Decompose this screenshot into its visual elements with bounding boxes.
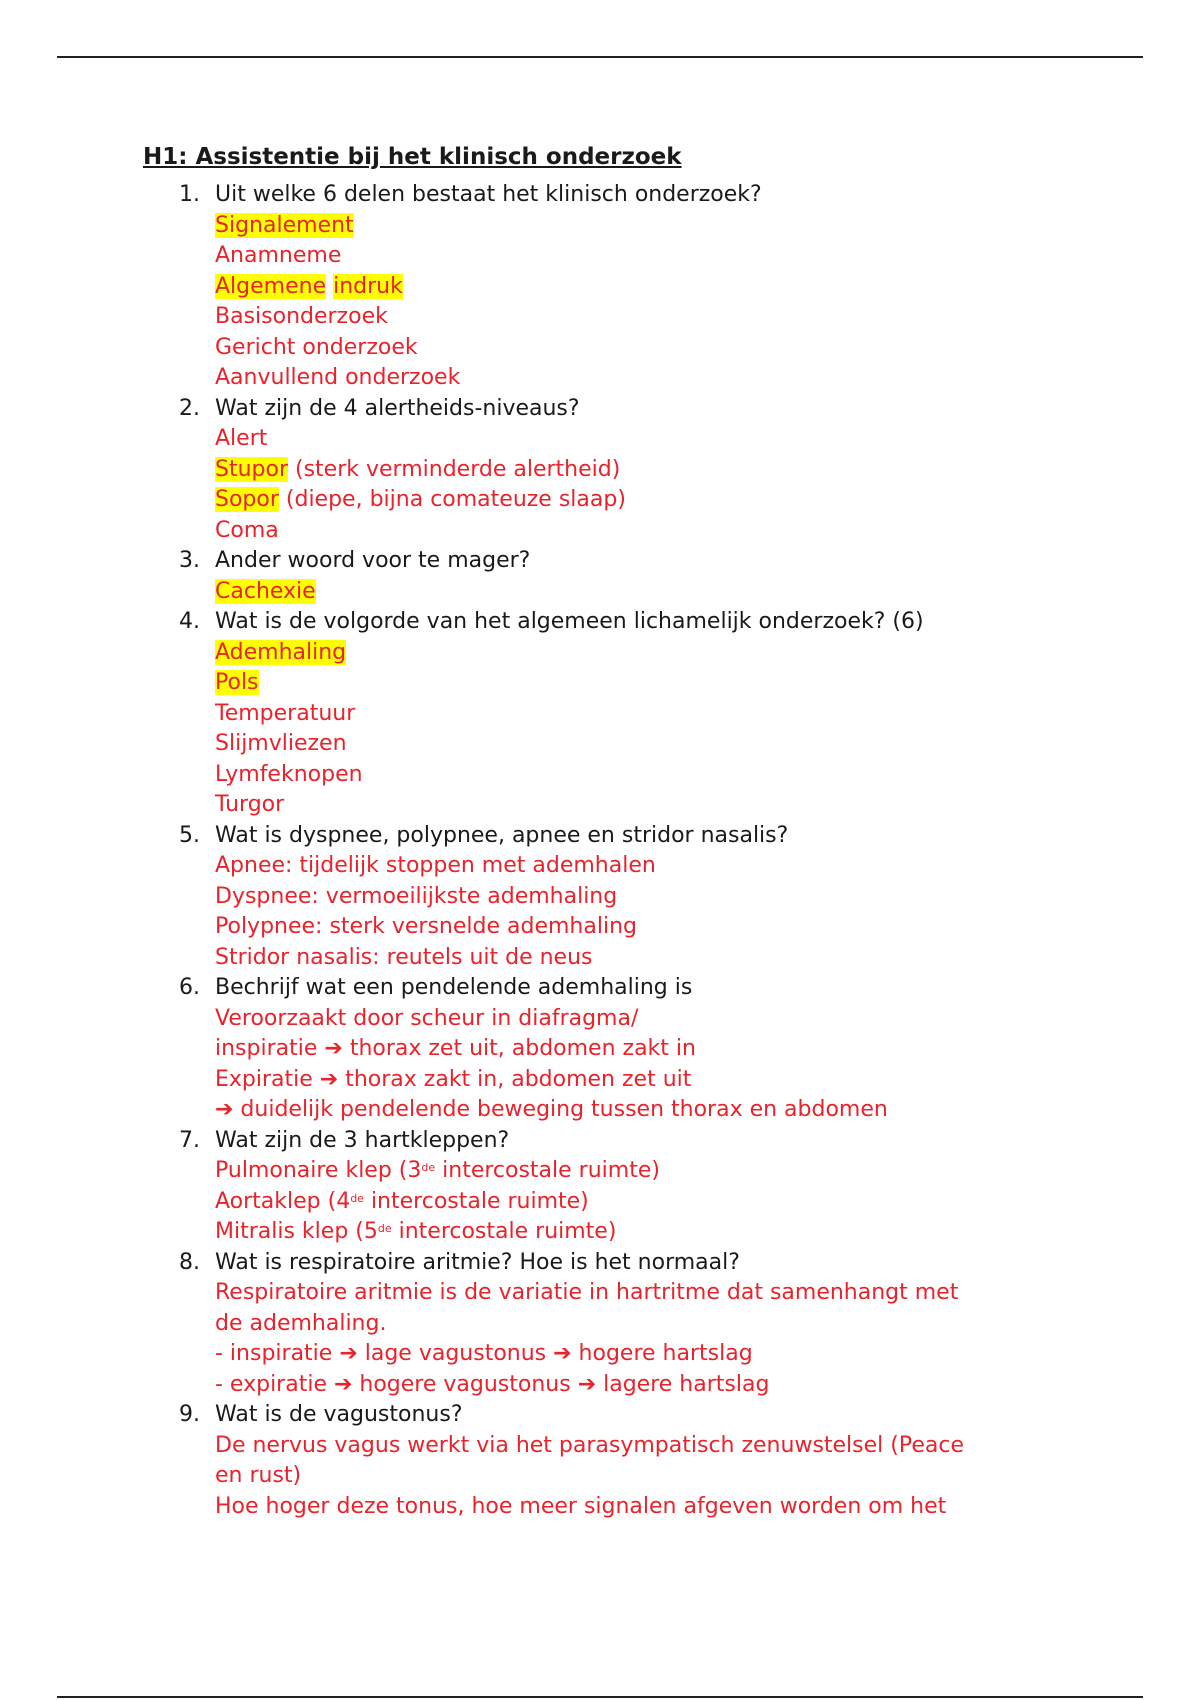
document-body xyxy=(143,140,1103,1522)
answer-line: Anamneme xyxy=(215,243,342,268)
answer-text: intercostale ruimte) xyxy=(363,1188,589,1214)
question-text: Wat is respiratoire aritmie? Hoe is het normaal? xyxy=(215,1249,740,1275)
answer-line: De nervus vagus werkt via het parasympatisch zenuwstelsel (Peace xyxy=(215,1432,964,1458)
question-item xyxy=(179,1400,1103,1522)
answer-line xyxy=(215,485,1103,516)
question-item xyxy=(179,1248,1103,1401)
top-rule xyxy=(57,56,1143,58)
answer-line: Alert xyxy=(215,426,268,451)
answer-line: de ademhaling. xyxy=(215,1310,387,1336)
answer-line: Expiratie ➔ thorax zakt in, abdomen zet uit xyxy=(215,1066,692,1092)
answer-line xyxy=(215,272,1103,303)
answer-line: Gericht onderzoek xyxy=(215,334,418,360)
answer-text: Mitralis klep (5 xyxy=(215,1219,378,1244)
answer-line: - expiratie ➔ hogere vagustonus ➔ lagere hartslag xyxy=(215,1371,770,1397)
question-text: Wat is dyspnee, polypnee, apnee en stridor nasalis? xyxy=(215,822,789,848)
highlighted-term: Algemene xyxy=(215,273,327,299)
answer-line xyxy=(215,1156,1103,1187)
highlighted-term: Signalement xyxy=(215,212,354,238)
answer-line: en rust) xyxy=(215,1463,302,1488)
answer-text: Aortaklep (4 xyxy=(215,1188,351,1214)
question-number: 8. xyxy=(179,1249,200,1275)
answer-note: (sterk verminderde alertheid) xyxy=(288,456,621,482)
answer-line: Temperatuur xyxy=(215,700,356,726)
question-number: 5. xyxy=(179,822,200,848)
answer-line xyxy=(215,211,1103,242)
answer-line: Aanvullend onderzoek xyxy=(215,365,461,390)
highlighted-term: indruk xyxy=(333,273,403,299)
highlighted-term: Cachexie xyxy=(215,578,316,604)
highlighted-term: Pols xyxy=(215,670,259,695)
answer-line: Dyspnee: vermoeilijkste ademhaling xyxy=(215,883,618,909)
answer-note: (diepe, bijna comateuze slaap) xyxy=(278,487,626,512)
ordinal-suffix: de xyxy=(350,1191,364,1205)
question-item xyxy=(179,973,1103,1126)
answer-line xyxy=(215,455,1103,486)
answer-line: Respiratoire aritmie is de variatie in hartritme dat samenhangt met xyxy=(215,1280,959,1305)
answer-line: Lymfeknopen xyxy=(215,761,363,787)
answer-line: Stridor nasalis: reutels uit de neus xyxy=(215,944,593,970)
answer-line: Hoe hoger deze tonus, hoe meer signalen afgeven worden om het xyxy=(215,1493,947,1519)
answer-text: intercostale ruimte) xyxy=(391,1219,617,1244)
bottom-rule xyxy=(57,1696,1143,1698)
answer-line: Basisonderzoek xyxy=(215,304,388,329)
highlighted-term: Stupor xyxy=(215,456,289,482)
answer-line: Slijmvliezen xyxy=(215,731,347,756)
highlighted-term: Sopor xyxy=(215,487,279,512)
question-item xyxy=(179,394,1103,547)
question-number: 1. xyxy=(179,182,200,207)
answer-line: - inspiratie ➔ lage vagustonus ➔ hogere hartslag xyxy=(215,1341,753,1366)
answer-line: Veroorzaakt door scheur in diafragma/ xyxy=(215,1005,639,1031)
question-text: Wat zijn de 3 hartkleppen? xyxy=(215,1127,510,1153)
question-text: Bechrijf wat een pendelende ademhaling is xyxy=(215,975,693,1000)
question-item xyxy=(179,546,1103,607)
question-item xyxy=(179,180,1103,394)
answer-line: Turgor xyxy=(215,792,285,817)
question-number: 7. xyxy=(179,1127,200,1153)
answer-line: ➔ duidelijk pendelende beweging tussen thorax en abdomen xyxy=(215,1097,888,1122)
answer-text: intercostale ruimte) xyxy=(435,1158,660,1183)
question-text: Wat is de vagustonus? xyxy=(215,1402,463,1427)
question-text: Ander woord voor te mager? xyxy=(215,548,531,573)
answer-line: inspiratie ➔ thorax zet uit, abdomen zakt in xyxy=(215,1036,696,1061)
question-item xyxy=(179,607,1103,821)
question-number: 6. xyxy=(179,975,200,1000)
question-number: 2. xyxy=(179,395,200,421)
page-title: H1: Assistentie bij het klinisch onderzoek xyxy=(143,144,682,170)
answer-line: Apnee: tijdelijk stoppen met ademhalen xyxy=(215,853,656,878)
answer-line xyxy=(215,1217,1103,1248)
question-number: 3. xyxy=(179,548,200,573)
answer-line xyxy=(215,668,1103,699)
question-item xyxy=(179,821,1103,974)
question-text: Wat is de volgorde van het algemeen lichamelijk onderzoek? (6) xyxy=(215,609,924,634)
question-number: 9. xyxy=(179,1402,200,1427)
ordinal-suffix: de xyxy=(421,1161,436,1174)
highlighted-term: Ademhaling xyxy=(215,639,347,665)
question-list xyxy=(143,180,1103,1522)
question-text: Uit welke 6 delen bestaat het klinisch onderzoek? xyxy=(215,182,762,207)
answer-line: Polypnee: sterk versnelde ademhaling xyxy=(215,914,637,939)
question-number: 4. xyxy=(179,609,200,634)
answer-line xyxy=(215,1187,1103,1218)
question-text: Wat zijn de 4 alertheids-niveaus? xyxy=(215,395,580,421)
answer-line: Coma xyxy=(215,517,279,543)
answer-line xyxy=(215,638,1103,669)
ordinal-suffix: de xyxy=(377,1222,392,1235)
answer-line xyxy=(215,577,1103,608)
question-item xyxy=(179,1126,1103,1248)
answer-text: Pulmonaire klep (3 xyxy=(215,1158,422,1183)
